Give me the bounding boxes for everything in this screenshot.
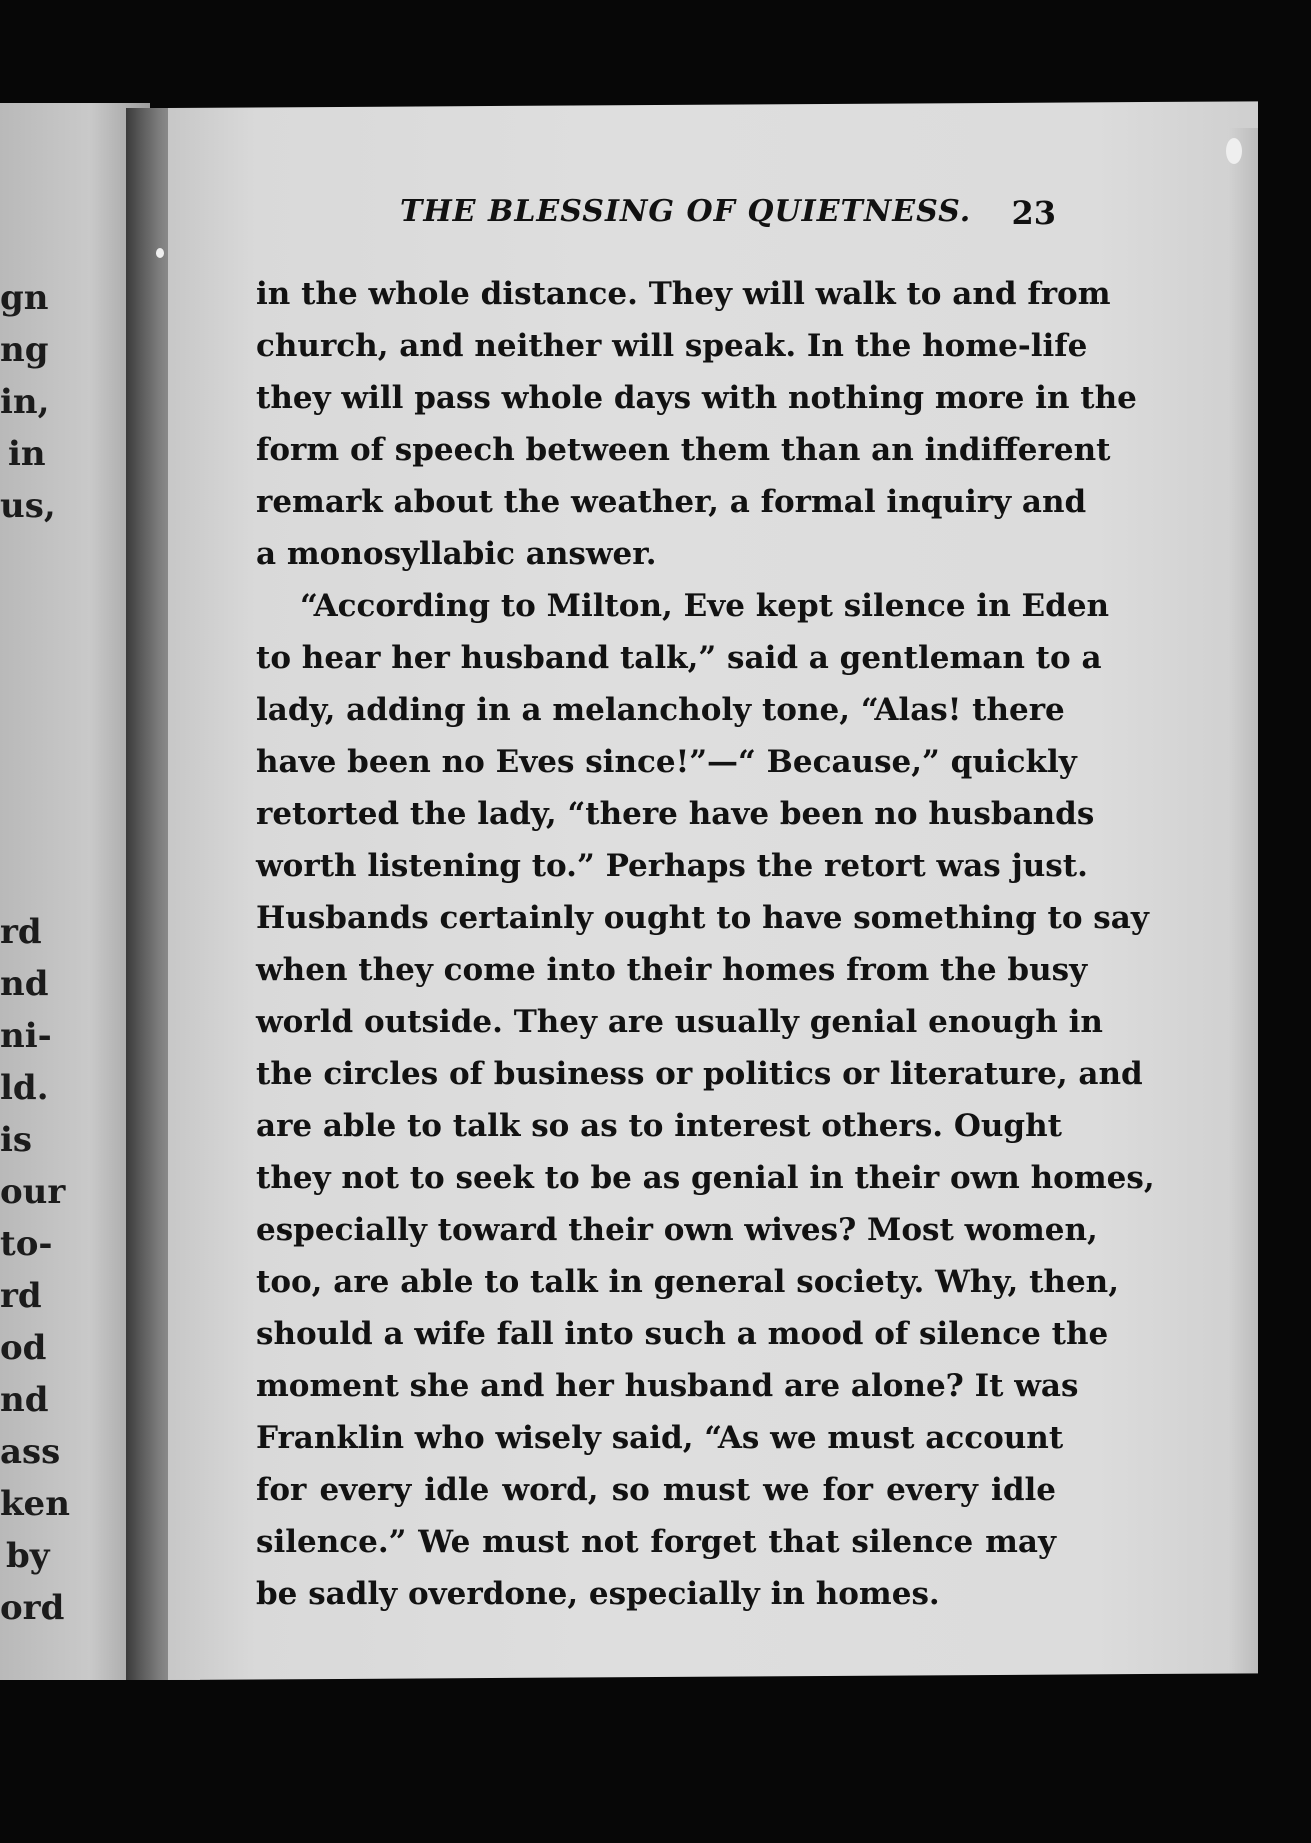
text-line: be sadly overdone, especially in homes.: [256, 1576, 940, 1612]
text-line: moment she and her husband are alone? It was: [256, 1368, 1079, 1404]
left-fragment: to-: [0, 1224, 53, 1264]
text-line: lady, adding in a melancholy tone, “Alas! there: [256, 692, 1065, 728]
text-line: too, are able to talk in general society. Why, then,: [256, 1264, 1120, 1300]
text-line: retorted the lady, “there have been no husbands: [256, 796, 1095, 832]
text-line: world outside. They are usually genial enough in: [256, 1004, 1103, 1040]
text-line: should a wife fall into such a mood of silence the: [256, 1316, 1109, 1352]
paper-speck: [1226, 138, 1242, 164]
text-line: a monosyllabic answer.: [256, 536, 657, 572]
text-line: silence.” We must not forget that silence may: [256, 1524, 1056, 1560]
running-title: THE BLESSING OF QUIETNESS.: [400, 194, 972, 229]
left-fragment: rd: [0, 1276, 42, 1316]
page-number: 23: [1011, 194, 1056, 232]
text-line: form of speech between them than an indifferent: [256, 432, 1111, 468]
page-body-text: [256, 268, 1155, 1620]
text-line: when they come into their homes from the busy: [256, 952, 1088, 988]
left-fragment: in,: [0, 382, 50, 422]
text-line: they will pass whole days with nothing more in the: [256, 380, 1137, 416]
left-fragment: ass: [0, 1432, 61, 1472]
text-line: “According to Milton, Eve kept silence in Eden: [300, 588, 1110, 624]
left-fragment: ord: [0, 1588, 65, 1628]
text-line: the circles of business or politics or literature, and: [256, 1056, 1143, 1092]
text-line: worth listening to.” Perhaps the retort was just.: [256, 848, 1088, 884]
left-fragment: us,: [0, 486, 56, 526]
text-line: remark about the weather, a formal inquiry and: [256, 484, 1087, 520]
left-fragment: is: [0, 1120, 33, 1160]
left-fragment: ni-: [0, 1016, 52, 1056]
left-fragment: ng: [0, 330, 49, 370]
left-fragment: in: [8, 434, 46, 474]
left-fragment: by: [6, 1536, 50, 1576]
text-line: especially toward their own wives? Most women,: [256, 1212, 1098, 1248]
text-line: have been no Eves since!”—“ Because,” quickly: [256, 744, 1077, 780]
text-line: Franklin who wisely said, “As we must account: [256, 1420, 1064, 1456]
left-fragment: nd: [0, 964, 49, 1004]
left-fragment: ld.: [0, 1068, 49, 1108]
page-right-edge: [1228, 128, 1258, 1673]
left-fragment: rd: [0, 912, 42, 952]
text-line: to hear her husband talk,” said a gentleman to a: [256, 640, 1102, 676]
text-line: church, and neither will speak. In the home-life: [256, 328, 1088, 364]
paper-speck: [156, 248, 164, 258]
left-fragment: nd: [0, 1380, 49, 1420]
text-line: they not to seek to be as genial in their own homes,: [256, 1160, 1155, 1196]
text-line: Husbands certainly ought to have something to say: [256, 900, 1149, 936]
left-fragment: our: [0, 1172, 66, 1212]
left-fragment: gn: [0, 278, 49, 318]
text-line: are able to talk so as to interest others. Ought: [256, 1108, 1062, 1144]
text-line: in the whole distance. They will walk to and from: [256, 276, 1111, 312]
left-fragment: od: [0, 1328, 47, 1368]
left-fragment: ken: [0, 1484, 70, 1524]
text-line: for every idle word, so must we for every idle: [256, 1472, 1056, 1508]
running-head: [400, 194, 1056, 234]
